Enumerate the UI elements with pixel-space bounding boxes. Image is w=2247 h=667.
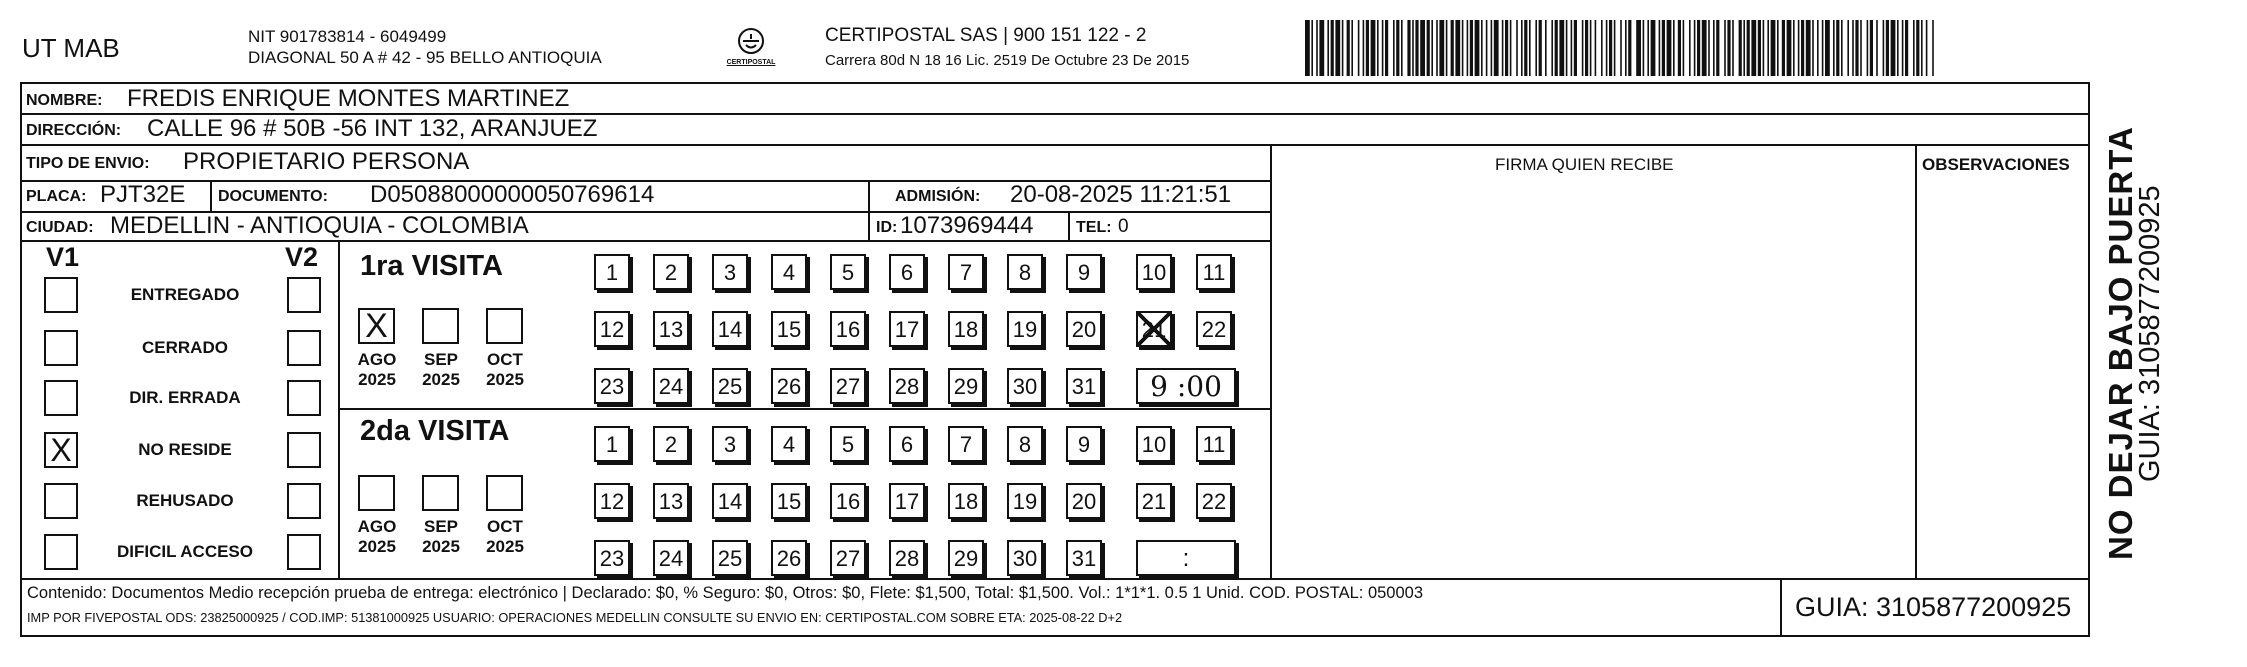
day-checkbox[interactable]: 23 <box>594 368 630 404</box>
document-value: D05088000000050769614 <box>370 181 655 208</box>
month-label: SEP <box>423 350 459 369</box>
side-guide-number: GUIA: 3105877200925 <box>2134 185 2166 482</box>
day-checkbox[interactable]: 15 <box>771 483 807 519</box>
day-checkbox[interactable]: 8 <box>1007 426 1043 462</box>
carrier-name: CERTIPOSTAL SAS | 900 151 122 - 2 <box>825 25 1147 46</box>
day-checkbox[interactable]: 12 <box>594 311 630 347</box>
day-checkbox[interactable]: 29 <box>948 540 984 576</box>
address-label: DIRECCIÓN: <box>26 122 122 139</box>
footer-print-info: IMP POR FIVEPOSTAL ODS: 23825000925 / COD.IMP: 51381000925 USUARIO: OPERACIONES MEDELLIN CONSULTE SU ENVIO EN: CERTIPOSTAL.COM SOBRE ETA: 2025-08-22 D+2 <box>27 610 1123 625</box>
day-checkbox[interactable]: 11 <box>1196 254 1232 290</box>
day-checkbox[interactable]: 26 <box>771 540 807 576</box>
day-checkbox[interactable]: 30 <box>1007 540 1043 576</box>
v2-checkbox[interactable] <box>287 330 321 366</box>
name-label: NOMBRE: <box>26 92 103 109</box>
day-checkbox[interactable]: 17 <box>889 311 925 347</box>
v1-checkbox[interactable] <box>44 330 78 366</box>
v2-checkbox[interactable] <box>287 380 321 416</box>
v1-checkbox[interactable] <box>44 483 78 519</box>
company-nit: NIT 901783814 - 6049499 <box>248 27 447 46</box>
v2-checkbox[interactable] <box>287 277 321 313</box>
time-field[interactable]: 9 :00 <box>1136 368 1236 404</box>
day-checkbox[interactable]: 20 <box>1066 311 1102 347</box>
day-checkbox[interactable]: 12 <box>594 483 630 519</box>
day-checkbox[interactable]: 31 <box>1066 368 1102 404</box>
month-label: AGO <box>357 350 397 369</box>
day-checkbox[interactable]: 22 <box>1196 483 1232 519</box>
month-label: AGO <box>357 517 397 536</box>
footer-content: Contenido: Documentos Medio recepción prueba de entrega: electrónico | Declarado: $0, % Seguro: $0, Otros: $0, Flete: $1,500, Total: $1,500. Vol.: 1*1*1. 0.5 1 Unid. COD. POSTAL: 050003 <box>27 584 1424 602</box>
day-checkbox[interactable]: 5 <box>830 254 866 290</box>
day-checkbox[interactable]: 2 <box>653 254 689 290</box>
year-label: 2025 <box>358 537 396 556</box>
day-checkbox[interactable]: 18 <box>948 483 984 519</box>
logo-text: CERTIPOSTAL <box>726 59 776 66</box>
status-label: CERRADO <box>142 338 228 357</box>
month-checkbox[interactable] <box>486 308 523 344</box>
recipient-address: CALLE 96 # 50B -56 INT 132, ARANJUEZ <box>147 115 598 142</box>
status-label: DIR. ERRADA <box>129 388 241 407</box>
type-label: TIPO DE ENVIO: <box>26 155 150 172</box>
month-checkbox[interactable] <box>358 475 395 511</box>
v2-label: V2 <box>285 242 319 272</box>
day-checkbox[interactable]: 27 <box>830 540 866 576</box>
recipient-name: FREDIS ENRIQUE MONTES MARTINEZ <box>127 85 570 112</box>
month-checkbox[interactable] <box>422 475 459 511</box>
visit2-title: 2da VISITA <box>360 415 510 447</box>
day-checkbox[interactable]: 28 <box>889 540 925 576</box>
day-checkbox[interactable]: 1 <box>594 426 630 462</box>
carrier-license: Carrera 80d N 18 16 Lic. 2519 De Octubre 23 De 2015 <box>825 52 1190 69</box>
year-label: 2025 <box>422 370 460 389</box>
v2-checkbox[interactable] <box>287 483 321 519</box>
day-checkbox[interactable]: 29 <box>948 368 984 404</box>
status-label: ENTREGADO <box>130 285 240 304</box>
day-checkbox[interactable]: 22 <box>1196 311 1232 347</box>
day-checkbox[interactable]: 10 <box>1136 254 1172 290</box>
barcode <box>1305 20 1940 76</box>
shipment-type: PROPIETARIO PERSONA <box>183 148 470 175</box>
day-checkbox[interactable]: 3 <box>712 254 748 290</box>
day-checkbox[interactable]: 24 <box>653 368 689 404</box>
day-checkbox[interactable]: 11 <box>1196 426 1232 462</box>
status-label: REHUSADO <box>136 491 234 510</box>
v2-checkbox[interactable] <box>287 432 321 468</box>
month-label: SEP <box>423 517 459 536</box>
observations-header: OBSERVACIONES <box>1922 155 2070 174</box>
footer-guide: GUIA: 3105877200925 <box>1795 592 2072 622</box>
id-value: 1073969444 <box>900 212 1034 239</box>
plate-value: PJT32E <box>100 181 186 208</box>
day-checkbox[interactable]: 8 <box>1007 254 1043 290</box>
v1-checkbox[interactable] <box>44 534 78 570</box>
day-checkbox[interactable]: 1 <box>594 254 630 290</box>
status-label: DIFICIL ACCESO <box>116 542 253 561</box>
day-checkbox[interactable]: 9 <box>1066 426 1102 462</box>
month-checkbox[interactable] <box>486 475 523 511</box>
day-checkbox[interactable]: 21 <box>1136 311 1172 347</box>
month-checkbox[interactable]: X <box>358 308 395 344</box>
day-checkbox[interactable]: 19 <box>1007 311 1043 347</box>
day-checkbox[interactable]: 18 <box>948 311 984 347</box>
day-checkbox[interactable]: 23 <box>594 540 630 576</box>
day-checkbox[interactable]: 6 <box>889 426 925 462</box>
day-checkbox[interactable]: 25 <box>712 540 748 576</box>
time-field[interactable]: : <box>1136 540 1236 576</box>
year-label: 2025 <box>422 537 460 556</box>
year-label: 2025 <box>486 370 524 389</box>
signature-header: FIRMA QUIEN RECIBE <box>1495 155 1674 174</box>
plate-label: PLACA: <box>26 188 87 205</box>
day-checkbox[interactable]: 19 <box>1007 483 1043 519</box>
city-label: CIUDAD: <box>26 219 94 236</box>
day-checkbox[interactable]: 20 <box>1066 483 1102 519</box>
no-leave-under-door-warning: NO DEJAR BAJO PUERTA <box>2102 126 2139 560</box>
day-checkbox[interactable]: 31 <box>1066 540 1102 576</box>
day-checkbox[interactable]: 24 <box>653 540 689 576</box>
day-checkbox[interactable]: 16 <box>830 483 866 519</box>
month-label: OCT <box>487 517 523 536</box>
day-checkbox[interactable]: 28 <box>889 368 925 404</box>
day-checkbox[interactable]: 17 <box>889 483 925 519</box>
day-checkbox[interactable]: 7 <box>948 254 984 290</box>
admission-value: 20-08-2025 11:21:51 <box>1010 181 1232 208</box>
tel-label: TEL: <box>1076 219 1112 236</box>
day-checkbox[interactable]: 26 <box>771 368 807 404</box>
day-checkbox[interactable]: 13 <box>653 311 689 347</box>
city-value: MEDELLIN - ANTIOQUIA - COLOMBIA <box>110 212 529 239</box>
day-checkbox[interactable]: 30 <box>1007 368 1043 404</box>
certipostal-logo <box>720 25 782 73</box>
day-checkbox[interactable]: 21 <box>1136 483 1172 519</box>
company-name: UT MAB <box>22 33 120 63</box>
document-label: DOCUMENTO: <box>218 188 328 205</box>
day-checkbox[interactable]: 9 <box>1066 254 1102 290</box>
v1-label: V1 <box>46 242 80 272</box>
day-checkbox[interactable]: 4 <box>771 426 807 462</box>
day-checkbox[interactable]: 25 <box>712 368 748 404</box>
day-checkbox[interactable]: 2 <box>653 426 689 462</box>
month-label: OCT <box>487 350 523 369</box>
day-checkbox[interactable]: 16 <box>830 311 866 347</box>
day-checkbox[interactable]: 13 <box>653 483 689 519</box>
day-checkbox[interactable]: 4 <box>771 254 807 290</box>
day-checkbox[interactable]: 5 <box>830 426 866 462</box>
day-checkbox[interactable]: 7 <box>948 426 984 462</box>
day-checkbox[interactable]: 14 <box>712 311 748 347</box>
id-label: ID: <box>876 219 898 236</box>
year-label: 2025 <box>486 537 524 556</box>
v1-checkbox[interactable] <box>44 380 78 416</box>
v2-checkbox[interactable] <box>287 534 321 570</box>
side-panel <box>2090 82 2240 637</box>
v1-checkbox[interactable]: X <box>44 432 78 468</box>
company-address: DIAGONAL 50 A # 42 - 95 BELLO ANTIOQUIA <box>248 48 602 67</box>
day-checkbox[interactable]: 10 <box>1136 426 1172 462</box>
tel-value: 0 <box>1118 216 1129 237</box>
day-checkbox[interactable]: 6 <box>889 254 925 290</box>
v1-checkbox[interactable] <box>44 277 78 313</box>
visit1-title: 1ra VISITA <box>360 250 503 282</box>
status-label: NO RESIDE <box>138 440 232 459</box>
day-checkbox[interactable]: 14 <box>712 483 748 519</box>
year-label: 2025 <box>358 370 396 389</box>
month-checkbox[interactable] <box>422 308 459 344</box>
day-checkbox[interactable]: 3 <box>712 426 748 462</box>
day-checkbox[interactable]: 27 <box>830 368 866 404</box>
day-checkbox[interactable]: 15 <box>771 311 807 347</box>
admission-label: ADMISIÓN: <box>895 188 981 205</box>
